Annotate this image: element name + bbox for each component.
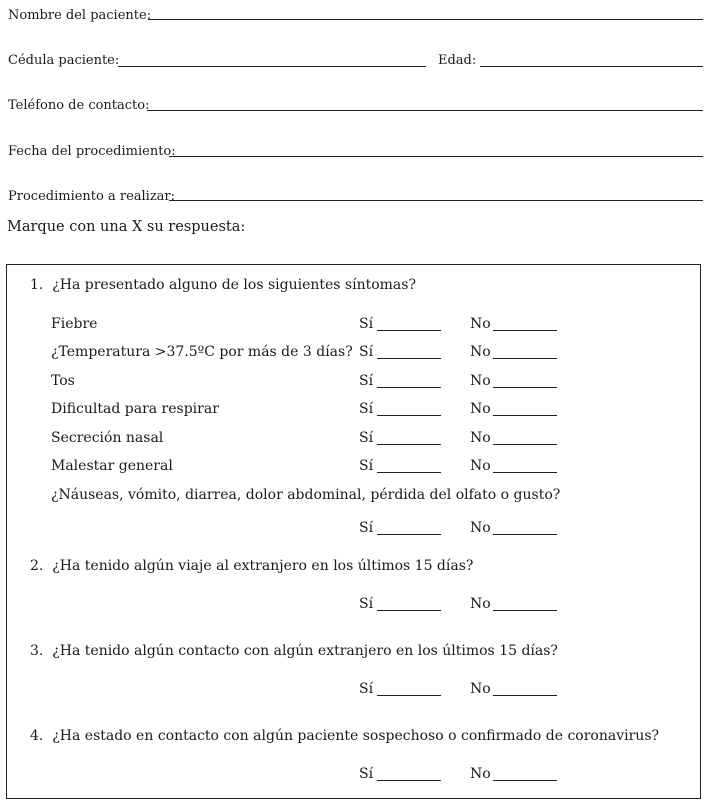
no-label: No bbox=[470, 596, 491, 612]
question-text: ¿Ha tenido algún viaje al extranjero en los últimos 15 días? bbox=[52, 558, 474, 574]
no-label: No bbox=[470, 316, 491, 332]
question-number: 4. bbox=[30, 728, 44, 744]
symptom-nauseas: ¿Náuseas, vómito, diarrea, dolor abdominal, pérdida del olfato o gusto? bbox=[51, 487, 561, 503]
question-3 bbox=[30, 642, 558, 660]
yes-answer-line[interactable] bbox=[377, 387, 441, 388]
yes-answer-line[interactable] bbox=[377, 330, 441, 331]
question-1 bbox=[30, 276, 416, 294]
no-answer-line[interactable] bbox=[493, 610, 557, 611]
question-number: 2. bbox=[30, 558, 44, 574]
yes-label: Sí bbox=[359, 596, 374, 612]
no-label: No bbox=[470, 430, 491, 446]
yes-label: Sí bbox=[359, 520, 374, 536]
phone-label: Teléfono de contacto: bbox=[8, 98, 150, 113]
instruction-text: Marque con una X su respuesta: bbox=[7, 219, 246, 235]
no-answer-line[interactable] bbox=[493, 330, 557, 331]
procedure-label: Procedimiento a realizar: bbox=[8, 189, 176, 204]
no-label: No bbox=[470, 344, 491, 360]
symptom-fiebre: Fiebre bbox=[51, 316, 98, 332]
question-number: 1. bbox=[30, 277, 44, 293]
no-label: No bbox=[470, 766, 491, 782]
yes-answer-line[interactable] bbox=[377, 610, 441, 611]
question-number: 3. bbox=[30, 643, 44, 659]
yes-label: Sí bbox=[359, 430, 374, 446]
yes-answer-line[interactable] bbox=[377, 780, 441, 781]
question-text: ¿Ha estado en contacto con algún paciente sospechoso o confirmado de coronavirus? bbox=[52, 728, 660, 744]
no-answer-line[interactable] bbox=[493, 780, 557, 781]
age-field[interactable] bbox=[480, 66, 703, 67]
no-answer-line[interactable] bbox=[493, 695, 557, 696]
question-text: ¿Ha presentado alguno de los siguientes síntomas? bbox=[52, 277, 416, 293]
no-label: No bbox=[470, 401, 491, 417]
yes-answer-line[interactable] bbox=[377, 444, 441, 445]
yes-answer-line[interactable] bbox=[377, 358, 441, 359]
patient-name-field[interactable] bbox=[148, 19, 703, 20]
no-label: No bbox=[470, 520, 491, 536]
no-label: No bbox=[470, 373, 491, 389]
symptom-temperatura: ¿Temperatura >37.5ºC por más de 3 días? bbox=[51, 344, 353, 360]
yes-answer-line[interactable] bbox=[377, 695, 441, 696]
symptom-dificultad: Dificultad para respirar bbox=[51, 401, 219, 417]
no-answer-line[interactable] bbox=[493, 415, 557, 416]
patient-name-label: Nombre del paciente: bbox=[8, 8, 152, 23]
age-label: Edad: bbox=[438, 53, 477, 68]
phone-field[interactable] bbox=[147, 110, 703, 111]
procedure-field[interactable] bbox=[169, 200, 703, 201]
no-answer-line[interactable] bbox=[493, 387, 557, 388]
yes-label: Sí bbox=[359, 401, 374, 417]
yes-answer-line[interactable] bbox=[377, 472, 441, 473]
yes-label: Sí bbox=[359, 316, 374, 332]
yes-answer-line[interactable] bbox=[377, 534, 441, 535]
question-2 bbox=[30, 557, 473, 575]
patient-id-field[interactable] bbox=[118, 66, 426, 67]
no-label: No bbox=[470, 458, 491, 474]
no-answer-line[interactable] bbox=[493, 534, 557, 535]
procedure-date-label: Fecha del procedimiento: bbox=[8, 144, 176, 159]
question-text: ¿Ha tenido algún contacto con algún extranjero en los últimos 15 días? bbox=[52, 643, 558, 659]
no-answer-line[interactable] bbox=[493, 358, 557, 359]
yes-answer-line[interactable] bbox=[377, 415, 441, 416]
yes-label: Sí bbox=[359, 766, 374, 782]
question-4 bbox=[30, 727, 659, 745]
symptom-tos: Tos bbox=[51, 373, 75, 389]
yes-label: Sí bbox=[359, 344, 374, 360]
patient-id-label: Cédula paciente: bbox=[8, 53, 120, 68]
no-label: No bbox=[470, 681, 491, 697]
symptom-secrecion: Secreción nasal bbox=[51, 430, 164, 446]
no-answer-line[interactable] bbox=[493, 472, 557, 473]
procedure-date-field[interactable] bbox=[169, 156, 703, 157]
symptom-malestar: Malestar general bbox=[51, 458, 173, 474]
yes-label: Sí bbox=[359, 373, 374, 389]
yes-label: Sí bbox=[359, 681, 374, 697]
yes-label: Sí bbox=[359, 458, 374, 474]
no-answer-line[interactable] bbox=[493, 444, 557, 445]
